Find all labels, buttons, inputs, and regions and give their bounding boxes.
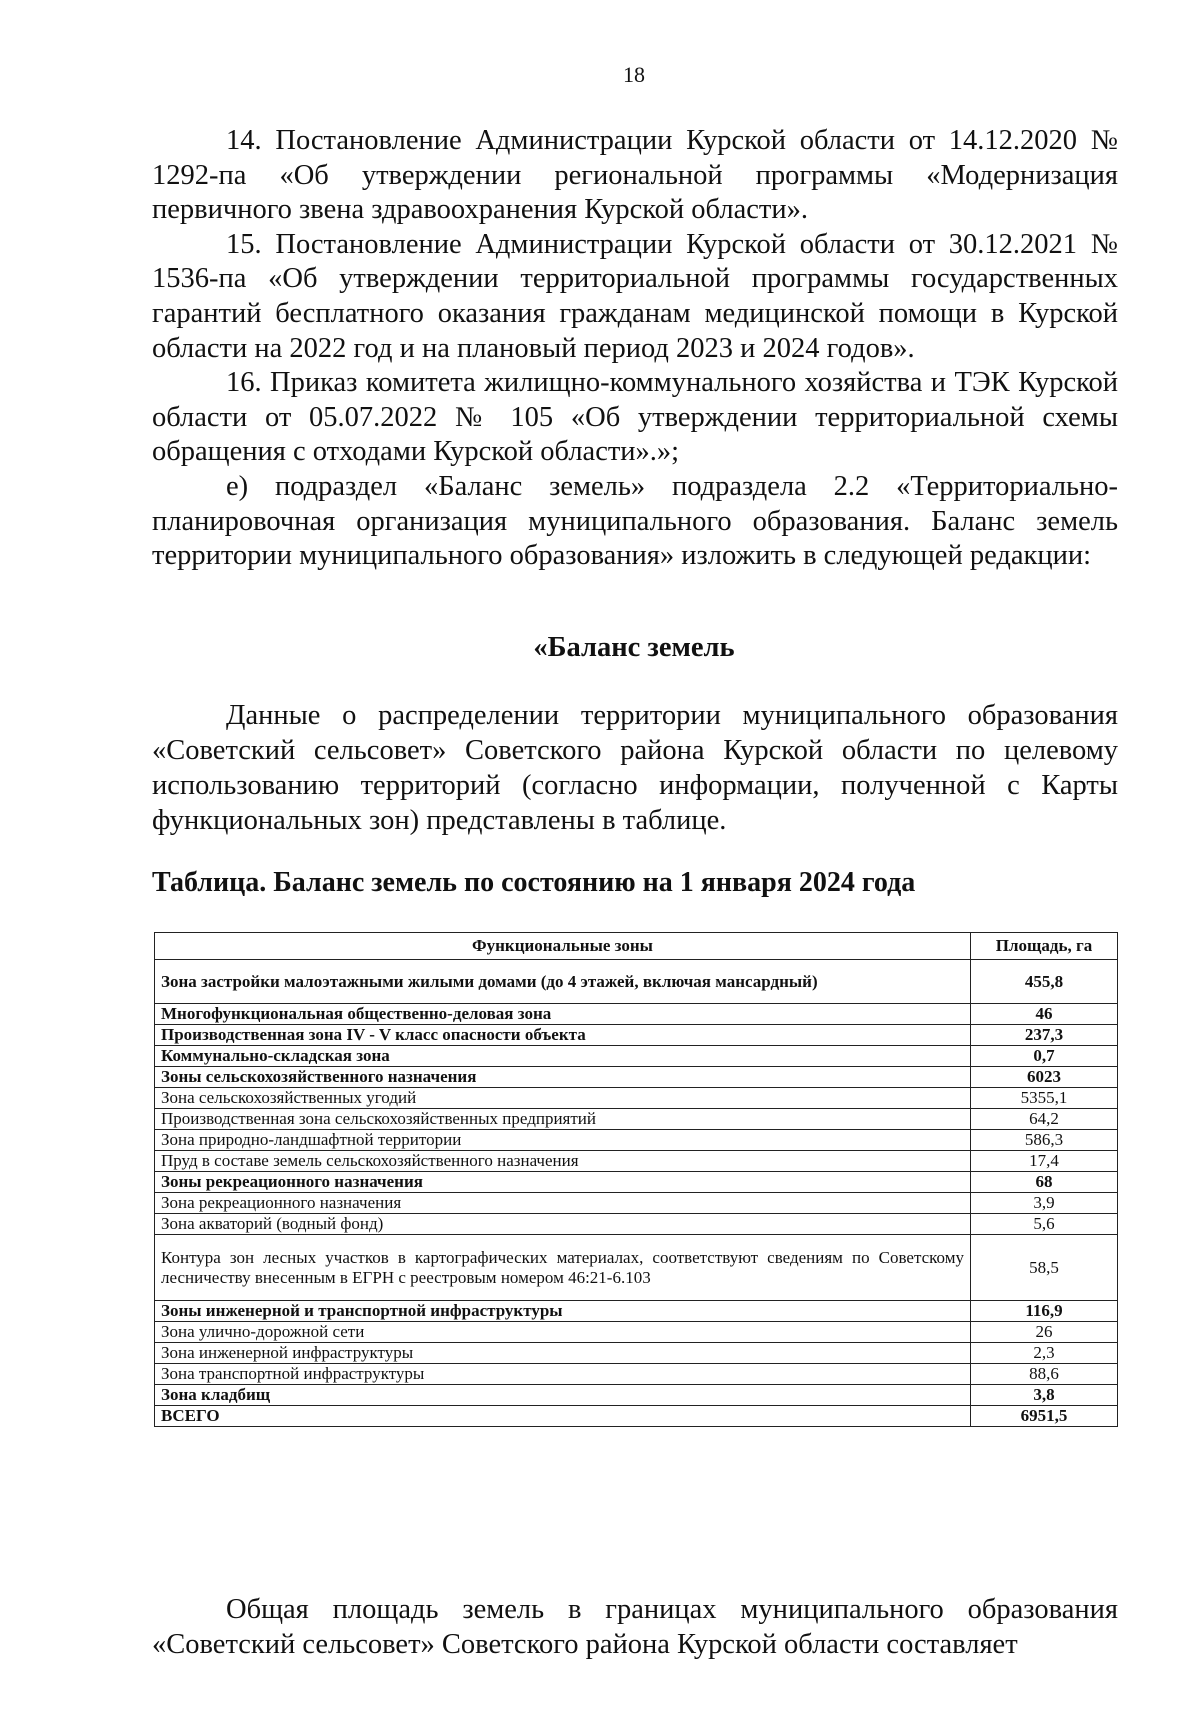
area-cell: 88,6 [971, 1364, 1118, 1385]
closing-paragraph: Общая площадь земель в границах муниципального образования «Советский сельсовет» Советского района Курской области составляет [152, 1594, 1118, 1660]
table-caption: Таблица. Баланс земель по состоянию на 1 января 2024 года [152, 867, 916, 898]
table-total-row [155, 1406, 1118, 1427]
zone-cell: Зоны сельскохозяйственного назначения [155, 1067, 971, 1088]
zone-cell: Производственная зона сельскохозяйственных предприятий [155, 1109, 971, 1130]
page-number: 18 [623, 62, 645, 87]
zone-cell: Зона рекреационного назначения [155, 1193, 971, 1214]
zone-cell: Зоны инженерной и транспортной инфраструктуры [155, 1301, 971, 1322]
area-cell: 2,3 [971, 1343, 1118, 1364]
zone-cell: Зона застройки малоэтажными жилыми домами (до 4 этажей, включая мансардный) [155, 960, 971, 1004]
table-row [155, 1343, 1118, 1364]
area-cell: 68 [971, 1172, 1118, 1193]
zone-cell: Зона сельскохозяйственных угодий [155, 1088, 971, 1109]
zone-cell: Коммунально-складская зона [155, 1046, 971, 1067]
area-cell: 3,9 [971, 1193, 1118, 1214]
header-area: Площадь, га [971, 933, 1118, 960]
zone-cell: Зона улично-дорожной сети [155, 1322, 971, 1343]
area-cell: 116,9 [971, 1301, 1118, 1322]
zone-cell: ВСЕГО [155, 1406, 971, 1427]
table-row [155, 1130, 1118, 1151]
table-row [155, 1088, 1118, 1109]
intro-paragraph: Данные о распределении территории муниципального образования «Советский сельсовет» Советского района Курской области по целевому использованию территорий (согласно информации, полученной с Карты функциональных зон) представлены в таблице. [152, 700, 1118, 836]
table-header-row [155, 933, 1118, 960]
area-cell: 6023 [971, 1067, 1118, 1088]
area-cell: 455,8 [971, 960, 1118, 1004]
table-row [155, 1364, 1118, 1385]
paragraph-amendment-e: е) подраздел «Баланс земель» подраздела 2.2 «Территориально-планировочная организация муниципального образования. Баланс земель территории муниципального образования» изложить в следующей редакции: [152, 470, 1118, 572]
table-row [155, 1109, 1118, 1130]
zone-cell: Многофункциональная общественно-деловая зона [155, 1004, 971, 1025]
zone-cell: Производственная зона IV - V класс опасности объекта [155, 1025, 971, 1046]
area-cell: 3,8 [971, 1385, 1118, 1406]
table-row [155, 1067, 1118, 1088]
table-row [155, 1193, 1118, 1214]
table-row [155, 1214, 1118, 1235]
zone-cell: Зоны рекреационного назначения [155, 1172, 971, 1193]
table-row [155, 1151, 1118, 1172]
zone-cell: Зона кладбищ [155, 1385, 971, 1406]
area-cell: 5355,1 [971, 1088, 1118, 1109]
paragraph-item-16: 16. Приказ комитета жилищно-коммунального хозяйства и ТЭК Курской области от 05.07.2022 № 105 «Об утверждении территориальной схемы обращения с отходами Курской области».»; [152, 367, 1118, 468]
table-row [155, 1172, 1118, 1193]
table-row [155, 1046, 1118, 1067]
section-heading: «Баланс земель [533, 632, 735, 663]
area-cell: 17,4 [971, 1151, 1118, 1172]
area-cell: 0,7 [971, 1046, 1118, 1067]
area-cell: 6951,5 [971, 1406, 1118, 1427]
table-row [155, 1301, 1118, 1322]
zone-cell: Зона транспортной инфраструктуры [155, 1364, 971, 1385]
zone-cell: Зона инженерной инфраструктуры [155, 1343, 971, 1364]
paragraph-item-15: 15. Постановление Администрации Курской области от 30.12.2021 № 1536-па «Об утверждении территориальной программы государственных гарантий бесплатного оказания гражданам медицинской помощи в Курской области на 2022 год и на плановый период 2023 и 2024 годов». [152, 228, 1118, 364]
table-row [155, 1235, 1118, 1301]
table-row [155, 1322, 1118, 1343]
area-cell: 58,5 [971, 1235, 1118, 1301]
zone-cell: Пруд в составе земель сельскохозяйственного назначения [155, 1151, 971, 1172]
table-row [155, 960, 1118, 1004]
area-cell: 64,2 [971, 1109, 1118, 1130]
area-cell: 237,3 [971, 1025, 1118, 1046]
area-cell: 26 [971, 1322, 1118, 1343]
document-body [152, 124, 1118, 574]
header-zone: Функциональные зоны [155, 933, 971, 960]
area-cell: 5,6 [971, 1214, 1118, 1235]
zone-cell: Зона акваторий (водный фонд) [155, 1214, 971, 1235]
area-cell: 46 [971, 1004, 1118, 1025]
table-row [155, 1385, 1118, 1406]
land-balance-table [154, 932, 1118, 1427]
zone-cell: Контура зон лесных участков в картографических материалах, соответствуют сведениям по Советскому лесничеству внесенным в ЕГРН с реестровым номером 46:21-6.103 [155, 1235, 971, 1301]
table-row [155, 1025, 1118, 1046]
area-cell: 586,3 [971, 1130, 1118, 1151]
zone-cell: Зона природно-ландшафтной территории [155, 1130, 971, 1151]
paragraph-item-14: 14. Постановление Администрации Курской области от 14.12.2020 № 1292-па «Об утверждении региональной программы «Модернизация первичного звена здравоохранения Курской области». [152, 125, 1118, 226]
table-row [155, 1004, 1118, 1025]
